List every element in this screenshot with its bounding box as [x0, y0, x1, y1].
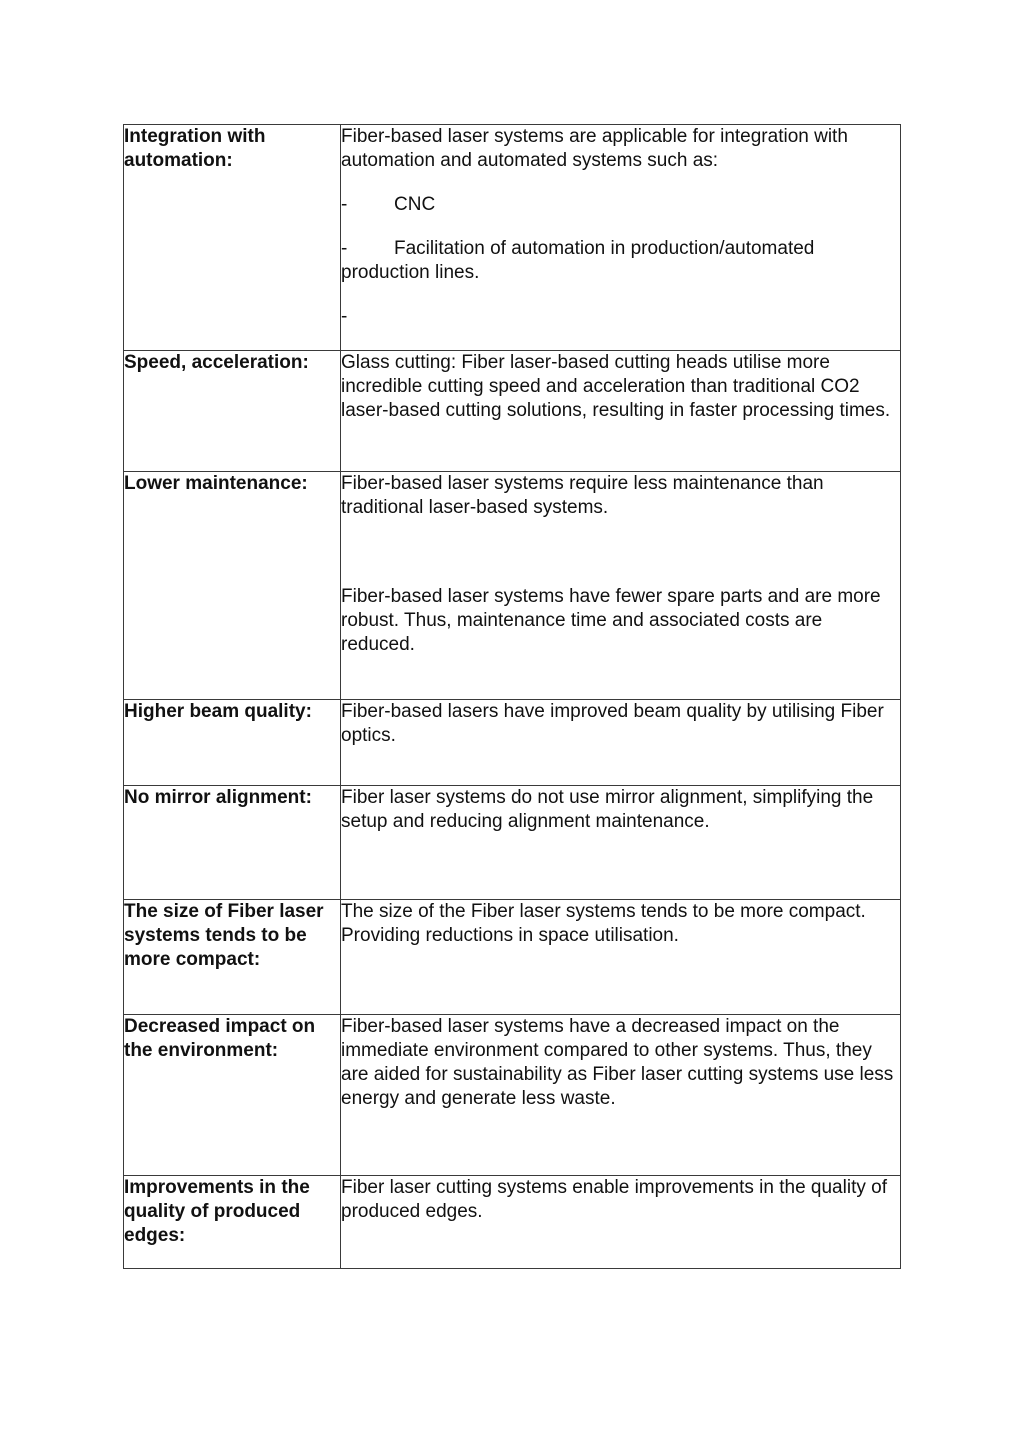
- table-row: [124, 900, 901, 1015]
- table-row: [124, 472, 901, 700]
- row-content: The size of the Fiber laser systems tends to be more compact. Providing reductions in space utilisation.: [341, 900, 901, 1015]
- row-label: Speed, acceleration:: [124, 351, 341, 472]
- row-content: Fiber laser systems do not use mirror alignment, simplifying the setup and reducing alignment maintenance.: [341, 786, 901, 900]
- row-content: [341, 472, 901, 700]
- list-item: [341, 305, 900, 329]
- row-label: The size of Fiber laser systems tends to be more compact:: [124, 900, 341, 1015]
- bullet-marker: -: [341, 238, 348, 259]
- paragraph: Fiber-based laser systems require less maintenance than traditional laser-based systems.: [341, 473, 824, 518]
- table-row: [124, 786, 901, 900]
- row-label: Integration with automation:: [124, 125, 341, 351]
- bullet-marker: -: [341, 306, 348, 327]
- table-row: [124, 1015, 901, 1176]
- feature-table: [123, 124, 901, 1269]
- row-content: Fiber-based laser systems have a decreased impact on the immediate environment compared to other systems. Thus, they are aided for sustainability as Fiber laser cutting systems use less energy and generate less waste.: [341, 1015, 901, 1176]
- bullet-text: Facilitation of automation in production/automated production lines.: [341, 238, 815, 283]
- table-row: [124, 1176, 901, 1269]
- row-content: [341, 125, 901, 351]
- table-row: [124, 351, 901, 472]
- row-label: Lower maintenance:: [124, 472, 341, 700]
- table-row: [124, 125, 901, 351]
- row-content: Fiber laser cutting systems enable improvements in the quality of produced edges.: [341, 1176, 901, 1269]
- list-item: [341, 193, 900, 217]
- row-label: Decreased impact on the environment:: [124, 1015, 341, 1176]
- intro-text: Fiber-based laser systems are applicable for integration with automation and automated systems such as:: [341, 126, 848, 171]
- row-label: No mirror alignment:: [124, 786, 341, 900]
- row-content: Fiber-based lasers have improved beam quality by utilising Fiber optics.: [341, 700, 901, 786]
- bullet-marker: -: [341, 194, 348, 215]
- row-label: Improvements in the quality of produced edges:: [124, 1176, 341, 1269]
- row-label: Higher beam quality:: [124, 700, 341, 786]
- list-item: [341, 237, 900, 285]
- paragraph: Fiber-based laser systems have fewer spare parts and are more robust. Thus, maintenance time and associated costs are reduced.: [341, 586, 881, 655]
- row-content: Glass cutting: Fiber laser-based cutting heads utilise more incredible cutting speed and acceleration than traditional CO2 laser-based cutting solutions, resulting in faster processing times.: [341, 351, 901, 472]
- table-row: [124, 700, 901, 786]
- bullet-text: CNC: [394, 194, 436, 215]
